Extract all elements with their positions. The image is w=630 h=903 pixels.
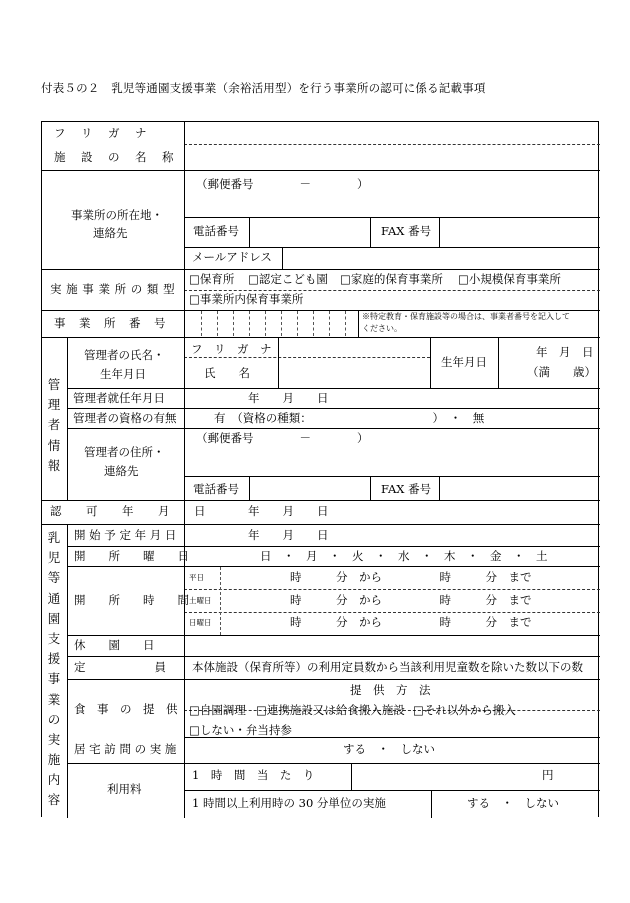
facility-name-field[interactable]	[185, 146, 599, 169]
manager-name-field[interactable]	[279, 359, 429, 387]
fee-label: 利用料	[107, 782, 142, 796]
open-hours-label: 開 所 時 間	[74, 593, 189, 607]
holiday-hours-field[interactable]: 時 分 から 時 分 まで	[290, 615, 532, 629]
thirty-min-label: 1 時間以上利用時の 30 分単位の実施	[192, 796, 386, 810]
meal-method-heading: 提 供 方 法	[350, 683, 431, 697]
content-side-label: 乳 児 等 通 園 支 援 事 業 の 実 施 内 容	[47, 530, 61, 808]
facility-furigana-field[interactable]	[185, 123, 599, 143]
meal-option[interactable]: □しない・弁当持参	[189, 723, 292, 737]
facility-name-label: 施 設 の 名 称	[54, 150, 176, 164]
manager-tel-label: 電話番号	[193, 482, 239, 496]
application-form	[41, 121, 599, 817]
manager-info-side-label: 管 理 者 情 報	[47, 377, 61, 473]
manager-postal-field[interactable]: （郵便番号 － ）	[196, 431, 369, 445]
saturday-label: 土曜日	[189, 596, 212, 605]
meal-option[interactable]: □それ以外から搬入	[413, 703, 516, 717]
fax-field[interactable]	[440, 218, 599, 246]
weekday-label: 平日	[189, 573, 204, 582]
manager-tel-field[interactable]	[250, 477, 369, 499]
manager-name-label-line1: 管理者の氏名・	[84, 348, 165, 362]
manager-start-date-field[interactable]: 年 月 日	[248, 391, 329, 405]
business-number-boxes[interactable]	[185, 311, 357, 336]
postal-code-field[interactable]: （郵便番号 － ）	[196, 177, 369, 191]
birth-date-field[interactable]: 年 月 日	[536, 345, 594, 359]
address-label-line1: 事業所の所在地・	[71, 208, 163, 222]
manager-furigana-label: フ リ ガ ナ	[191, 342, 272, 356]
open-days-label: 開 所 曜 日	[74, 549, 189, 563]
birth-date-label: 生年月日	[441, 355, 487, 369]
meal-option[interactable]: □連携施設又は給食搬入施設	[256, 703, 405, 717]
email-label: メールアドレス	[192, 250, 272, 264]
furigana-label: フ リ ガ ナ	[54, 126, 149, 140]
manager-name-field-label: 氏 名	[204, 366, 250, 380]
business-number-note-cont: ください。	[362, 324, 402, 333]
approval-date-field[interactable]: 年 月 日	[248, 504, 329, 518]
age-field[interactable]: （満 歳）	[527, 365, 596, 379]
document-title: 付表５の２ 乳児等通園支援事業（余裕活用型）を行う事業所の認可に係る記載事項	[41, 81, 486, 95]
facility-type-option[interactable]: □認定こども園	[248, 272, 328, 286]
email-field[interactable]	[283, 248, 599, 268]
start-date-label: 開 始 予 定 年 月 日	[74, 528, 177, 542]
meal-option[interactable]: □自園調理	[189, 703, 246, 717]
manager-address-label-line2: 連絡先	[104, 464, 139, 478]
fax-label: FAX 番号	[381, 224, 432, 238]
closed-days-label: 休 園 日	[74, 638, 155, 652]
start-date-field[interactable]: 年 月 日	[248, 528, 329, 542]
manager-start-label: 管理者就任年月日	[73, 391, 165, 405]
closed-days-field[interactable]	[185, 636, 599, 655]
facility-type-option[interactable]: □小規模保育事業所	[458, 272, 561, 286]
business-number-label: 事 業 所 番 号	[54, 316, 167, 330]
home-visit-field[interactable]: する ・ しない	[343, 742, 435, 756]
approval-date-label: 認 可 年 月 日	[50, 504, 206, 518]
manager-name-label-line2: 生年月日	[100, 367, 146, 381]
facility-type-option[interactable]: □事業所内保育事業所	[189, 292, 304, 306]
facility-type-option[interactable]: □家庭的保育事業所	[340, 272, 443, 286]
manager-furigana-field[interactable]	[279, 338, 429, 356]
manager-address-label-line1: 管理者の住所・	[84, 445, 165, 459]
manager-fax-label: FAX 番号	[381, 482, 432, 496]
business-number-note: ※特定教育・保育施設等の場合は、事業者番号を記入して	[362, 312, 570, 321]
thirty-min-field[interactable]: する ・ しない	[467, 796, 559, 810]
per-hour-label: 1 時 間 当 た り	[192, 768, 315, 782]
facility-type-option[interactable]: □保育所	[189, 272, 235, 286]
saturday-hours-field[interactable]: 時 分 から 時 分 まで	[290, 593, 532, 607]
capacity-field: 本体施設（保育所等）の利用定員数から当該利用児童数を除いた数以下の数	[192, 660, 583, 674]
tel-field[interactable]	[250, 218, 369, 246]
manager-qualification-label: 管理者の資格の有無	[73, 411, 177, 425]
manager-qualification-field[interactable]: 有 （資格の種類： ） ・ 無	[214, 411, 485, 425]
capacity-label: 定 員	[74, 660, 166, 674]
weekday-hours-field[interactable]: 時 分 から 時 分 まで	[290, 570, 532, 584]
meal-label: 食 事 の 提 供	[74, 702, 178, 716]
tel-label: 電話番号	[193, 224, 239, 238]
facility-type-label: 実 施 事 業 所 の 類 型	[50, 282, 176, 296]
home-visit-label: 居 宅 訪 問 の 実 施	[74, 742, 177, 756]
holiday-label: 日曜日	[189, 618, 212, 627]
per-hour-fee-field[interactable]: 円	[542, 768, 554, 782]
address-label-line2: 連絡先	[93, 226, 128, 240]
manager-fax-field[interactable]	[440, 477, 599, 499]
open-days-field[interactable]: 日 ・ 月 ・ 火 ・ 水 ・ 木 ・ 金 ・ 土	[260, 549, 548, 563]
